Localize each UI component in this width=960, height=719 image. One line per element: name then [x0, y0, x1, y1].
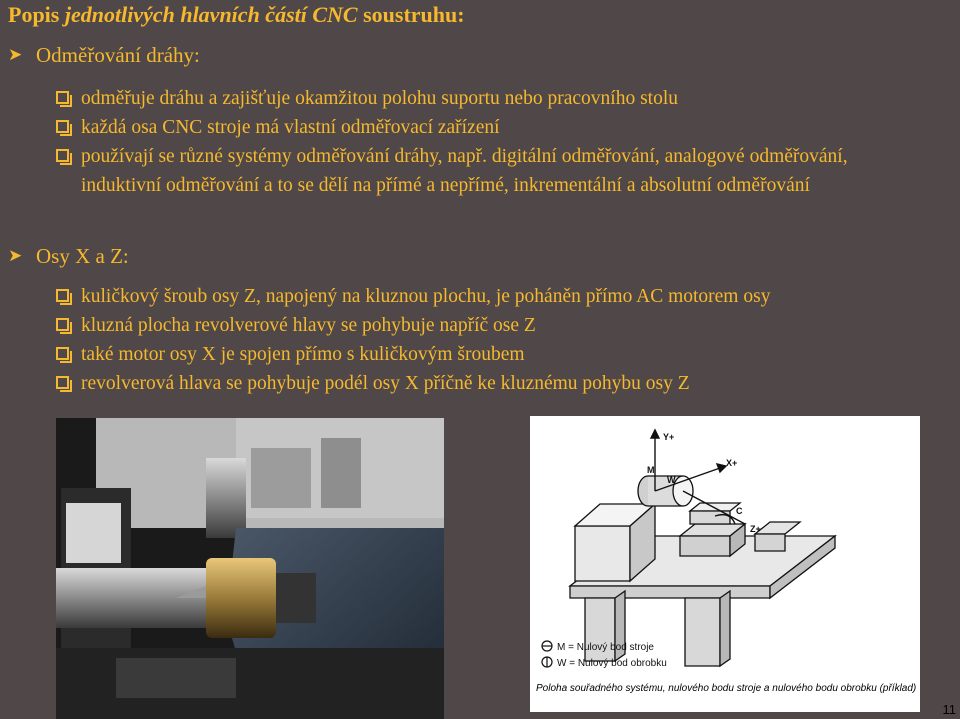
title-part-3: soustruhu: — [357, 2, 465, 27]
label-x-axis: X+ — [726, 458, 738, 468]
label-y-axis: Y+ — [663, 432, 675, 442]
checkbox-bullet-icon — [56, 149, 69, 162]
arrow-bullet-icon: ➤ — [8, 246, 23, 265]
list-item — [56, 311, 954, 340]
diagram-caption: Poloha souřadného systému, nulového bodu stroje a nulového bodu obrobku (příklad) — [536, 683, 917, 694]
lathe-photo — [56, 418, 444, 719]
title-part-2: jednotlivých hlavních částí CNC — [64, 2, 358, 27]
section-heading-label: Osy X a Z: — [36, 244, 129, 268]
arrow-bullet-icon: ➤ — [8, 45, 23, 64]
title-part-1: Popis — [8, 2, 65, 27]
list-item-text: kuličkový šroub osy Z, napojený na kluznou plochu, je poháněn přímo AC motorem osy — [81, 286, 771, 307]
page-title — [8, 2, 465, 28]
coordinate-diagram — [530, 416, 920, 712]
label-w-point: W — [667, 475, 676, 485]
checkbox-bullet-icon — [56, 91, 69, 104]
label-m-point: M — [647, 465, 655, 475]
list-item — [56, 84, 954, 113]
list-item-text: také motor osy X je spojen přímo s kuličkovým šroubem — [81, 344, 525, 365]
section-heading-osy — [8, 244, 129, 269]
list-item — [56, 113, 954, 142]
section-heading-odmerovani — [8, 43, 200, 68]
list-item — [56, 369, 954, 398]
list-item-text: odměřuje dráhu a zajišťuje okamžitou polohu suportu nebo pracovního stolu — [81, 88, 678, 109]
list-item-text: každá osa CNC stroje má vlastní odměřovací zařízení — [81, 117, 500, 138]
checkbox-bullet-icon — [56, 289, 69, 302]
list-item-text: používají se různé systémy odměřování dráhy, např. digitální odměřování, analogové odměřování, induktivní odměřování a to se dělí na přímé a nepřímé, inkrementální a absolutní odměřování — [81, 146, 848, 196]
legend-m: M = Nulový bod stroje — [557, 642, 654, 653]
checkbox-bullet-icon — [56, 376, 69, 389]
list-item-text: kluzná plocha revolverové hlavy se pohybuje napříč ose Z — [81, 315, 536, 336]
lathe-coordinate-drawing — [530, 416, 920, 712]
list-item-text: revolverová hlava se pohybuje podél osy X příčně ke kluznému pohybu osy Z — [81, 373, 690, 394]
checkbox-bullet-icon — [56, 318, 69, 331]
checkbox-bullet-icon — [56, 347, 69, 360]
label-z-axis: Z+ — [750, 524, 761, 534]
section-heading-label: Odměřování dráhy: — [36, 43, 200, 67]
list-item — [56, 142, 930, 200]
lathe-photo-drawing — [56, 418, 444, 719]
list-item — [56, 340, 954, 369]
legend-w: W = Nulový bod obrobku — [557, 658, 667, 669]
label-c-axis: C — [736, 506, 743, 516]
list-item — [56, 282, 954, 311]
checkbox-bullet-icon — [56, 120, 69, 133]
page-number: 11 — [942, 702, 956, 717]
